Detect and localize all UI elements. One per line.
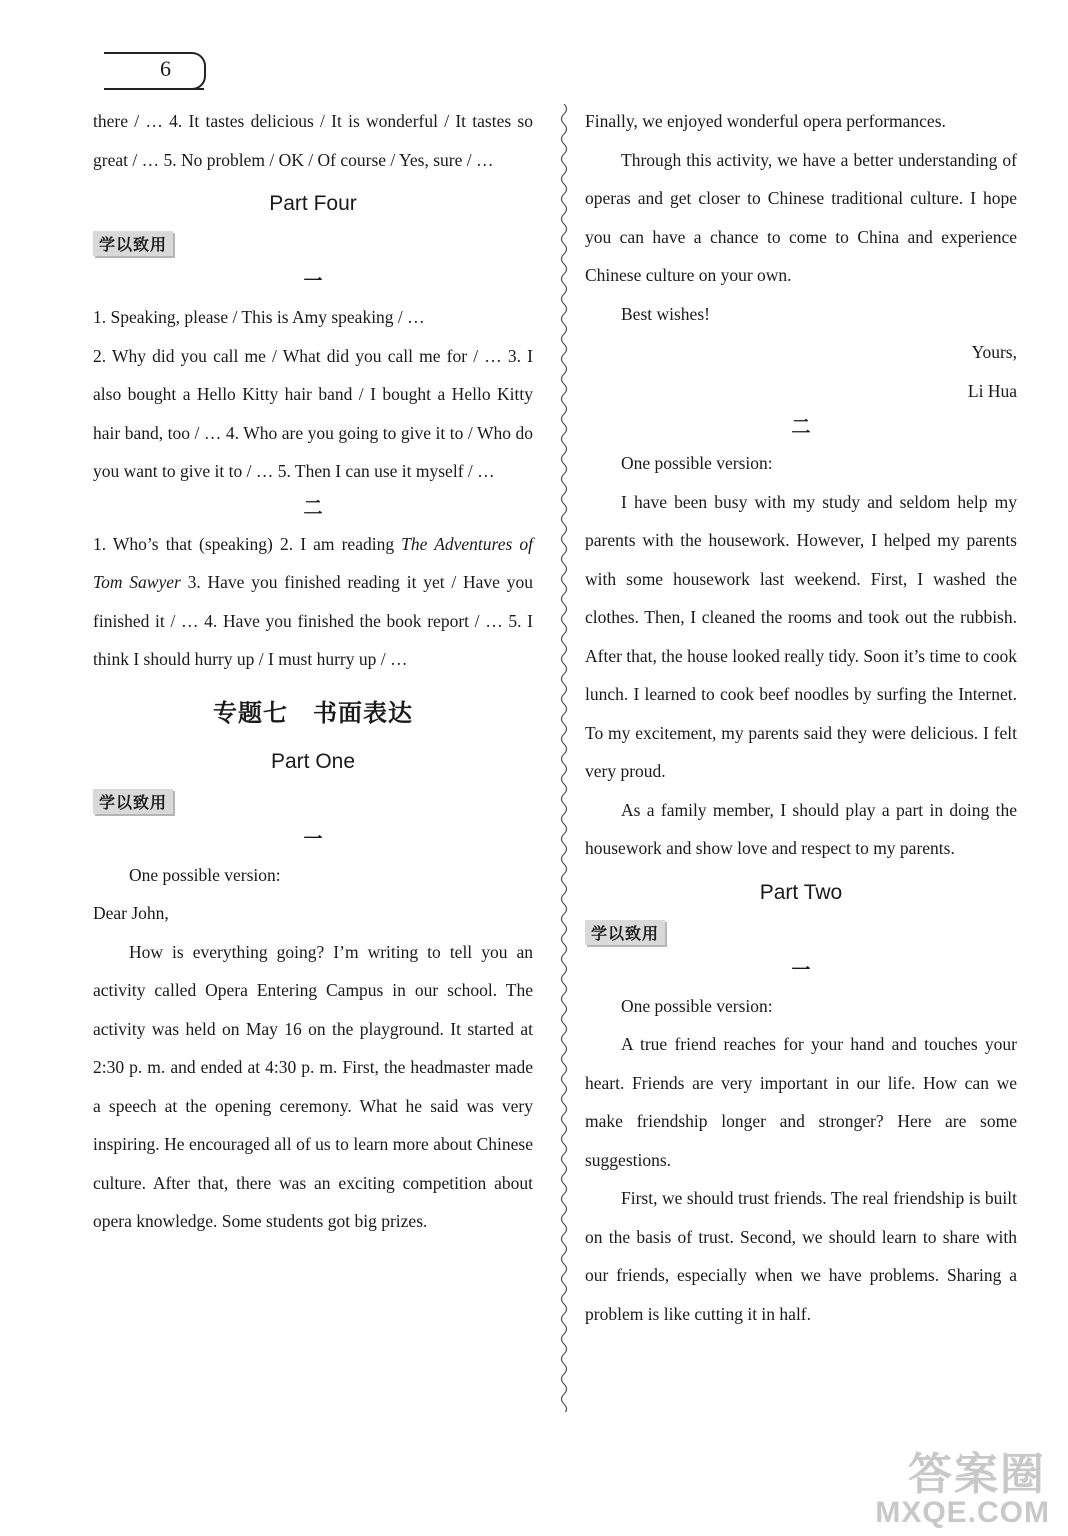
essay-paragraph: As a family member, I should play a part in doing the housework and show love and respect to my parents. <box>585 799 1017 858</box>
version-label: One possible version: <box>621 453 773 473</box>
essay-paragraph: I have been busy with my study and seldom help my parents with the housework. However, I helped my parents with some housework last weekend. First, I washed the clothes. Then, I cleaned the rooms and took out the rubbish. After that, the house looked really tidy. Soon it’s time to cook lunch. I learned to cook beef noodles by surfing the Internet. To my excitement, my parents said they were delicious. I felt very proud. <box>585 491 1017 781</box>
section-number: 一 <box>791 958 811 981</box>
page-number: 6 <box>160 56 171 81</box>
letter-closing: Best wishes! <box>621 303 710 324</box>
part-one-heading: Part One <box>270 749 356 773</box>
section-badge: 学以致用 <box>93 231 173 256</box>
wavy-column-divider <box>556 104 572 1412</box>
part-two-heading: Part Two <box>759 880 843 904</box>
letter-body: Through this activity, we have a better understanding of operas and get closer to Chinese traditional culture. I hope you can have a chance to come to China and experience Chinese culture on your own. <box>585 149 1017 285</box>
letter-body: Finally, we enjoyed wonderful opera performances. <box>585 111 946 131</box>
letter-signature: Li Hua <box>967 380 1017 401</box>
section-number: 一 <box>303 827 323 850</box>
answer-paragraph <box>93 525 533 679</box>
section-badge: 学以致用 <box>585 920 665 945</box>
section-number: 一 <box>303 270 323 292</box>
section-badge: 学以致用 <box>93 789 173 814</box>
answer-text: 3. Have you finished reading it yet / Have you finished it / … 4. Have you finished the book report / … 5. I think I should hurry up / I must hurry up / … <box>93 572 533 669</box>
answer-paragraph: 1. Speaking, please / This is Amy speaking / … <box>93 307 425 327</box>
letter-body: How is everything going? I’m writing to tell you an activity called Opera Entering Campus in our school. The activity was held on May 16 on the playground. It started at 2:30 p. m. and ended at 4:30 p. m. First, the headmaster made a speech at the opening ceremony. What he said was very inspiring. He encouraged all of us to learn more about Chinese culture. After that, there was an exciting competition about opera knowledge. Some students got big prizes. <box>93 941 533 1231</box>
letter-signoff: Yours, <box>971 342 1017 362</box>
watermark-domain: MXQE.COM <box>875 1496 1050 1529</box>
section-number: 二 <box>791 416 811 438</box>
part-four-heading: Part Four <box>269 192 357 215</box>
letter-salutation: Dear John, <box>93 903 169 923</box>
version-label: One possible version: <box>129 864 281 885</box>
answer-text: 1. Who’s that (speaking) 2. I am reading <box>93 533 402 554</box>
site-watermark <box>876 1438 1056 1530</box>
page-number-frame <box>104 52 206 90</box>
right-column <box>585 102 1017 1333</box>
left-column <box>93 102 533 1241</box>
answer-paragraph: there / … 4. It tastes delicious / It is wonderful / It tastes so great / … 5. No problem / OK / Of course / Yes, sure / … <box>93 111 533 170</box>
topic-heading: 专题七 书面表达 <box>213 698 413 727</box>
version-label: One possible version: <box>621 995 773 1016</box>
watermark-logo-text: 答案圈 <box>908 1450 1046 1499</box>
essay-paragraph: First, we should trust friends. The real friendship is built on the basis of trust. Second, we should learn to share with our friends, especially when we have problems. Sharing a problem is like cutting it in half. <box>585 1188 1017 1324</box>
book-title: The Adventures of Tom Sawyer <box>93 533 533 592</box>
section-number: 二 <box>303 496 323 519</box>
essay-paragraph: A true friend reaches for your hand and touches your heart. Friends are very important in our life. How can we make friendship longer and stronger? Here are some suggestions. <box>585 1034 1017 1170</box>
answer-paragraph: 2. Why did you call me / What did you call me for / … 3. I also bought a Hello Kitty hair band / I bought a Hello Kitty hair band, too / … 4. Who are you going to give it to / Who do you want to give it to / … 5. Then I can use it myself / … <box>93 345 533 481</box>
